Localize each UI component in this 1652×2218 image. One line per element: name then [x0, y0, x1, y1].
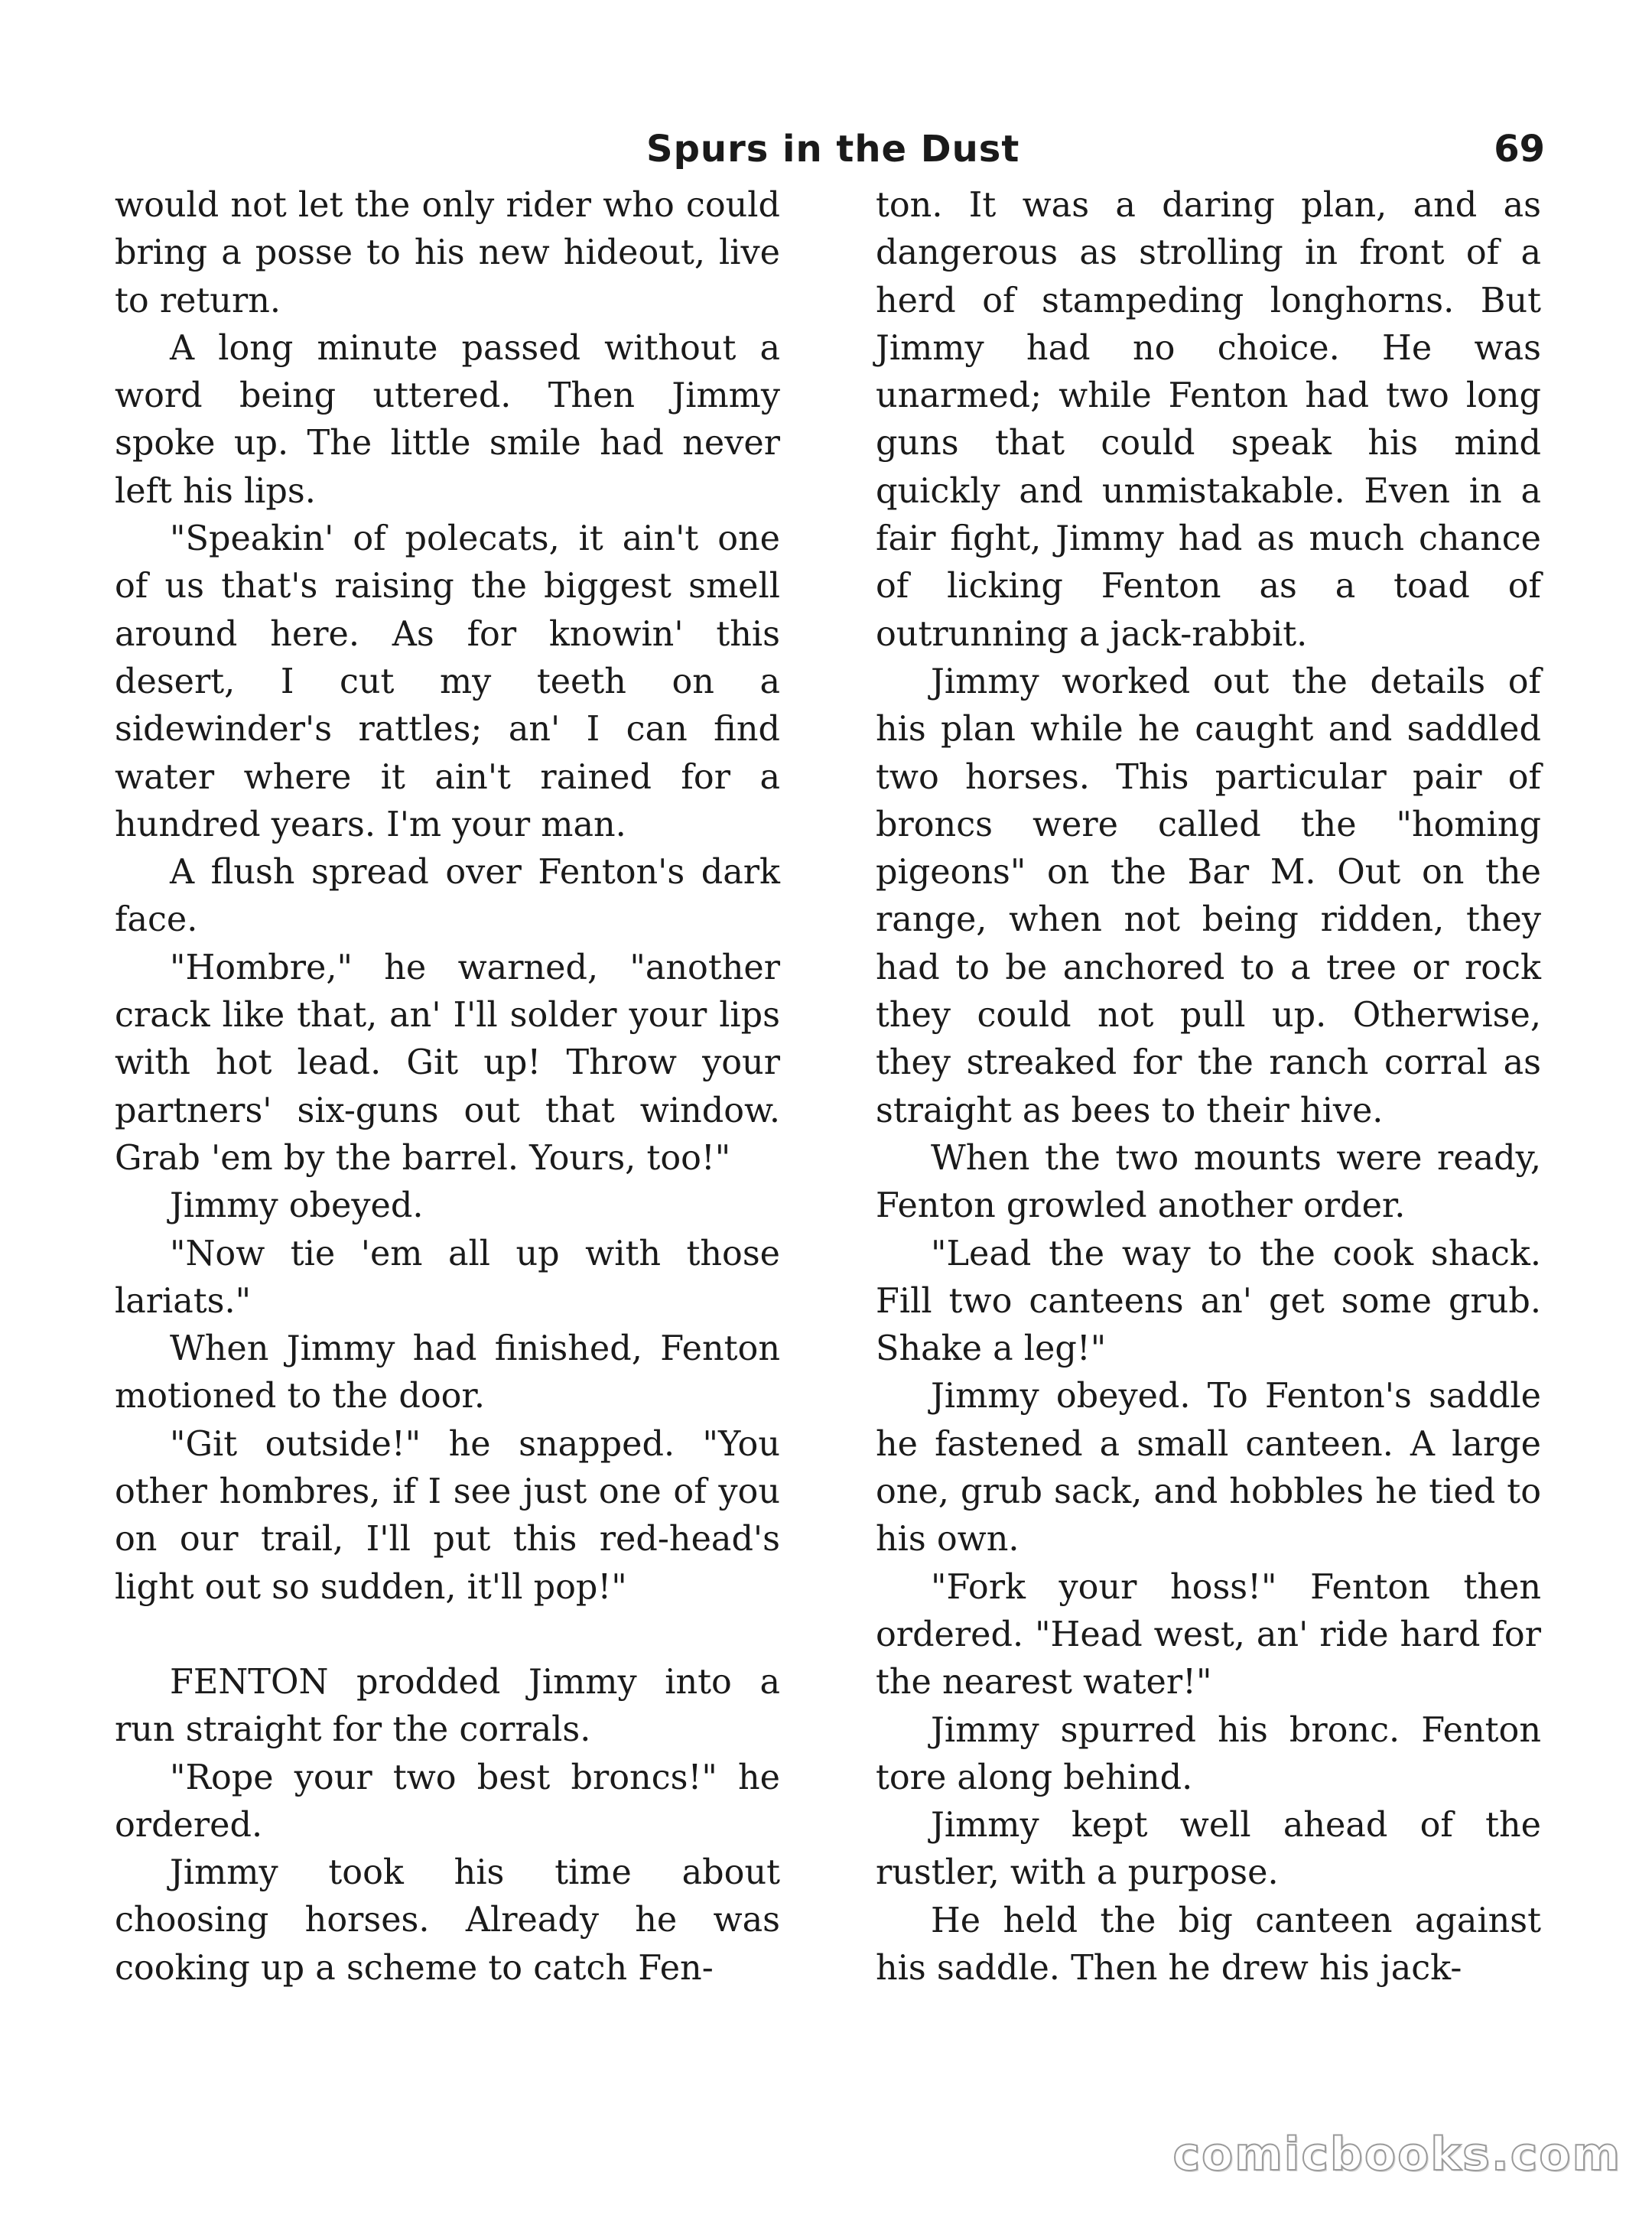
- paragraph: Jimmy spurred his bronc. Fenton tore along behind.: [876, 1710, 1541, 1797]
- running-header: [115, 122, 1545, 176]
- paragraph: would not let the only rider who could bring a posse to his new hideout, live to return.: [115, 186, 780, 320]
- paragraph: He held the big canteen against his saddle. Then he drew his jack-: [876, 1901, 1541, 1988]
- right-text-column: [876, 182, 1541, 1992]
- paragraph: When the two mounts were ready, Fenton growled another order.: [876, 1138, 1541, 1226]
- paragraph: Jimmy kept well ahead of the rustler, with a purpose.: [876, 1806, 1541, 1893]
- paragraph: When Jimmy had finished, Fenton motioned to the door.: [115, 1329, 780, 1416]
- paragraph: "Now tie 'em all up with those lariats.": [115, 1234, 780, 1321]
- paragraph: "Speakin' of polecats, it ain't one of us that's raising the biggest smell around here. As for knowin' this desert, I cut my teeth on a sidewinder's rattles; an' I can find water where it ain't rained for a hundred years. I'm your man.: [115, 519, 780, 844]
- paragraph: "Lead the way to the cook shack. Fill two canteens an' get some grub. Shake a leg!": [876, 1234, 1541, 1369]
- paragraph: "Rope your two best broncs!" he ordered.: [115, 1758, 780, 1845]
- page-number: 69: [1494, 128, 1545, 171]
- paragraph: Jimmy worked out the details of his plan while he caught and saddled two horses. This particular pair of broncs were called the "homing pigeons" on the Bar M. Out on the range, when not being ridden, they had to be anchored to a tree or rock they could not pull up. Otherwise, they streaked for the ranch corral as straight as bees to their hive.: [876, 662, 1541, 1130]
- paragraph: ton. It was a daring plan, and as dangerous as strolling in front of a herd of stampeding longhorns. But Jimmy had no choice. He was unarmed; while Fenton had two long guns that could speak his mind quickly and unmistakable. Even in a fair fight, Jimmy had as much chance of licking Fenton as a toad of outrunning a jack-rabbit.: [876, 186, 1541, 654]
- paragraph: A long minute passed without a word being uttered. Then Jimmy spoke up. The little smile had never left his lips.: [115, 328, 780, 511]
- site-watermark: comicbooks.com: [1172, 2128, 1621, 2181]
- paragraph: "Fork your hoss!" Fenton then ordered. "Head west, an' ride hard for the nearest water!": [876, 1567, 1541, 1703]
- paragraph: A flush spread over Fenton's dark face.: [115, 853, 780, 940]
- left-text-column: [115, 182, 780, 1992]
- story-title: Spurs in the Dust: [646, 128, 1020, 171]
- paragraph: "Git outside!" he snapped. "You other hombres, if I see just one of you on our trail, I'll put this red-head's light out so sudden, it'll pop!": [115, 1424, 780, 1607]
- section-opening-paragraph: FENTON prodded Jimmy into a run straight for the corrals.: [115, 1662, 780, 1750]
- paragraph: Jimmy obeyed. To Fenton's saddle he fastened a small canteen. A large one, grub sack, and hobbles he tied to his own.: [876, 1377, 1541, 1559]
- paragraph: Jimmy obeyed.: [170, 1186, 424, 1226]
- paragraph: "Hombre," he warned, "another crack like that, an' I'll solder your lips with hot lead. Git up! Throw your partners' six-guns out that window. Grab 'em by the barrel. Yours, too!": [115, 948, 780, 1178]
- paragraph: Jimmy took his time about choosing horses. Already he was cooking up a scheme to catch Fen-: [115, 1853, 780, 1988]
